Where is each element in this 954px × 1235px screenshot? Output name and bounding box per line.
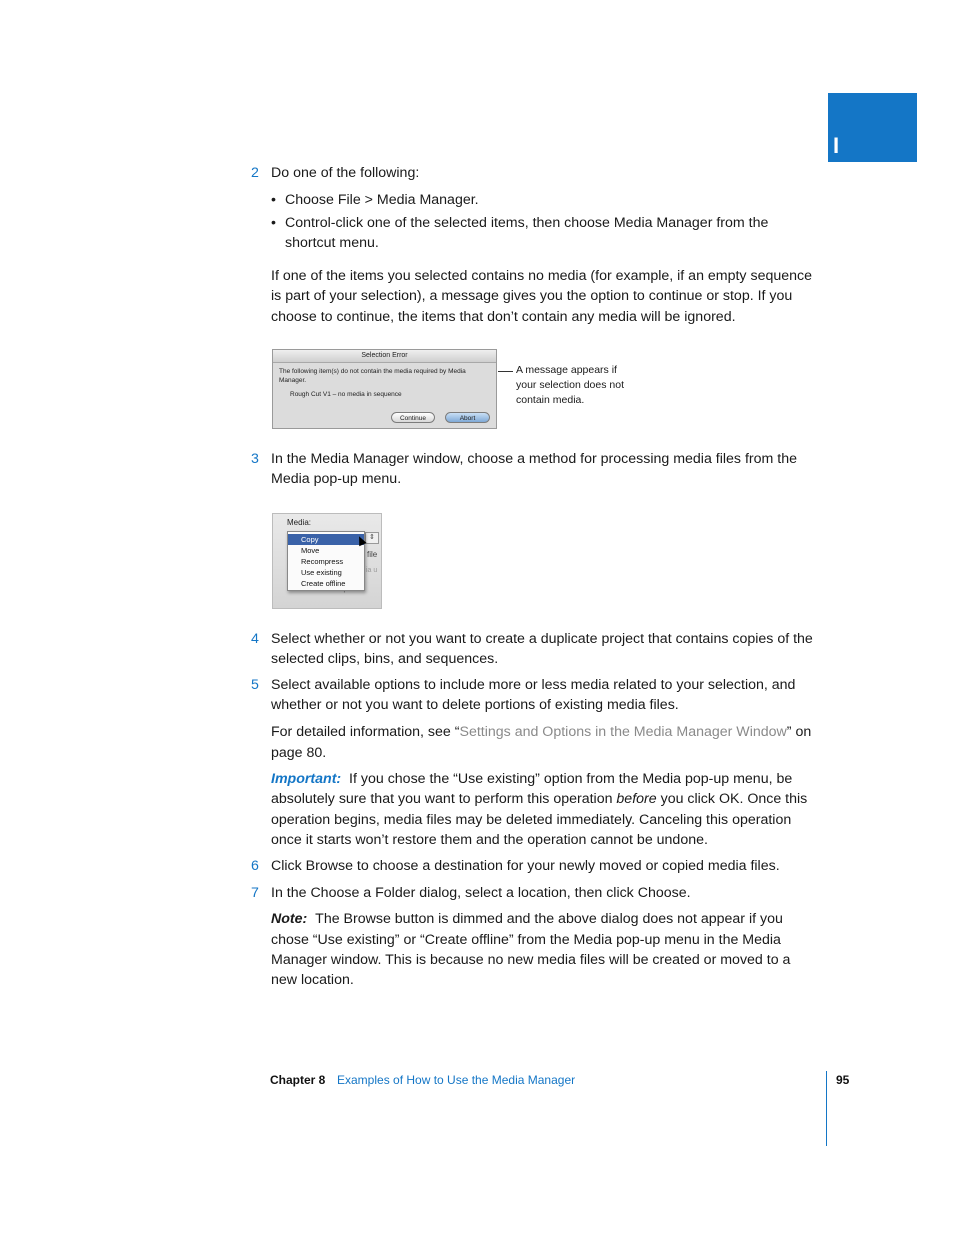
menu-item-move[interactable]: Move <box>301 546 320 555</box>
step-2-text: Do one of the following: <box>271 165 420 181</box>
dialog-title: Selection Error <box>273 350 496 363</box>
note-label: Note: <box>271 911 308 927</box>
chapter-tab-mark: I <box>833 133 840 158</box>
important-line-2 <box>271 789 807 810</box>
menu-item-recompress[interactable]: Recompress <box>301 557 344 566</box>
important-text-2b: you click OK. Once this <box>656 791 808 807</box>
callout-line <box>498 371 513 372</box>
important-text-2a: absolutely sure that you want to perform this operation <box>271 791 617 807</box>
step-3-line-2: Media pop-up menu. <box>271 471 402 487</box>
menu-item-copy[interactable]: Copy <box>288 534 364 545</box>
step-2-para-line-2: is part of your selection), a message gives you the option to continue or stop. If you <box>271 288 793 304</box>
callout-line-2: your selection does not <box>516 379 624 391</box>
step-2-para-line-3: choose to continue, the items that don’t contain any media will be ignored. <box>271 309 736 325</box>
menu-item-create-offline[interactable]: Create offline <box>301 579 346 588</box>
reference-prefix: For detailed information, see “ <box>271 724 460 740</box>
media-menu[interactable] <box>287 531 365 591</box>
bullet-2-marker: • <box>271 215 276 231</box>
media-label: Media: <box>287 518 312 527</box>
bullet-1-marker: • <box>271 192 276 208</box>
step-3-number: 3 <box>251 451 259 467</box>
important-line-3: operation begins, media files may be deleted immediately. Canceling this operation <box>271 812 792 828</box>
page-number: 95 <box>836 1073 850 1087</box>
important-line-4: once it starts won’t restore them and the operation cannot be undone. <box>271 832 708 848</box>
important-label: Important: <box>271 771 342 787</box>
callout-text <box>516 363 646 408</box>
note-text-1: The Browse button is dimmed and the above dialog does not appear if you <box>315 911 783 927</box>
reference-link[interactable]: Settings and Options in the Media Manager Window <box>459 724 787 740</box>
footer-chapter: Chapter 8 <box>270 1073 326 1087</box>
dialog-message: The following item(s) do not contain the media required by Media Manager. <box>279 368 466 384</box>
step-5-number: 5 <box>251 677 259 693</box>
bullet-2-text-cont: shortcut menu. <box>285 235 379 251</box>
media-side-text: file <box>367 550 378 559</box>
popup-arrows-icon[interactable]: ⇕ <box>365 532 379 544</box>
note-line-3: Manager window. This is because no new media files will be created or moved to a <box>271 952 791 968</box>
step-7-text: In the Choose a Folder dialog, select a location, then click Choose. <box>271 885 691 901</box>
step-3-line-1: In the Media Manager window, choose a method for processing media files from the <box>271 451 798 467</box>
step-7-number: 7 <box>251 885 259 901</box>
important-line-1 <box>271 769 792 790</box>
step-2-number: 2 <box>251 165 259 181</box>
callout-line-1: A message appears if <box>516 364 617 376</box>
important-text-2-em: before <box>616 791 657 807</box>
menu-item-use-existing[interactable]: Use existing <box>301 568 342 577</box>
step-5-line-2: whether or not you want to delete portions of existing media files. <box>271 697 679 713</box>
note-line-4: new location. <box>271 972 354 988</box>
media-popup-screenshot <box>272 513 382 609</box>
abort-button[interactable]: Abort <box>445 412 490 423</box>
footer-divider <box>826 1071 827 1146</box>
media-side-text-2: ia u <box>366 567 378 574</box>
step-6-text: Click Browse to choose a destination for your newly moved or copied media files. <box>271 858 780 874</box>
note-line-2: chose “Use existing” or “Create offline” from the Media pop-up menu in the Media <box>271 932 781 948</box>
footer-chapter-title[interactable]: Examples of How to Use the Media Manager <box>337 1073 576 1087</box>
step-4-line-2: selected clips, bins, and sequences. <box>271 651 499 667</box>
bullet-2-text: Control-click one of the selected items, then choose Media Manager from the <box>285 215 769 231</box>
step-5-line-1: Select available options to include more or less media related to your selection, and <box>271 677 796 693</box>
step-4-number: 4 <box>251 631 259 647</box>
step-4-line-1: Select whether or not you want to create a duplicate project that contains copies of the <box>271 631 813 647</box>
reference-suffix: ” on <box>786 724 812 740</box>
selection-error-dialog <box>272 349 497 429</box>
step-2-para-line-1: If one of the items you selected contains no media (for example, if an empty sequence <box>271 268 813 284</box>
chapter-tab <box>828 93 917 162</box>
bullet-1-text: Choose File > Media Manager. <box>285 192 479 208</box>
step-5-reference-line-2: page 80. <box>271 745 327 761</box>
important-text-1: If you chose the “Use existing” option from the Media pop-up menu, be <box>349 771 793 787</box>
callout-line-3: contain media. <box>516 394 585 406</box>
continue-button[interactable]: Continue <box>391 412 435 423</box>
dialog-item: Rough Cut V1 – no media in sequence <box>290 391 402 398</box>
note-line-1 <box>271 909 783 930</box>
step-6-number: 6 <box>251 858 259 874</box>
step-5-reference <box>271 722 811 743</box>
